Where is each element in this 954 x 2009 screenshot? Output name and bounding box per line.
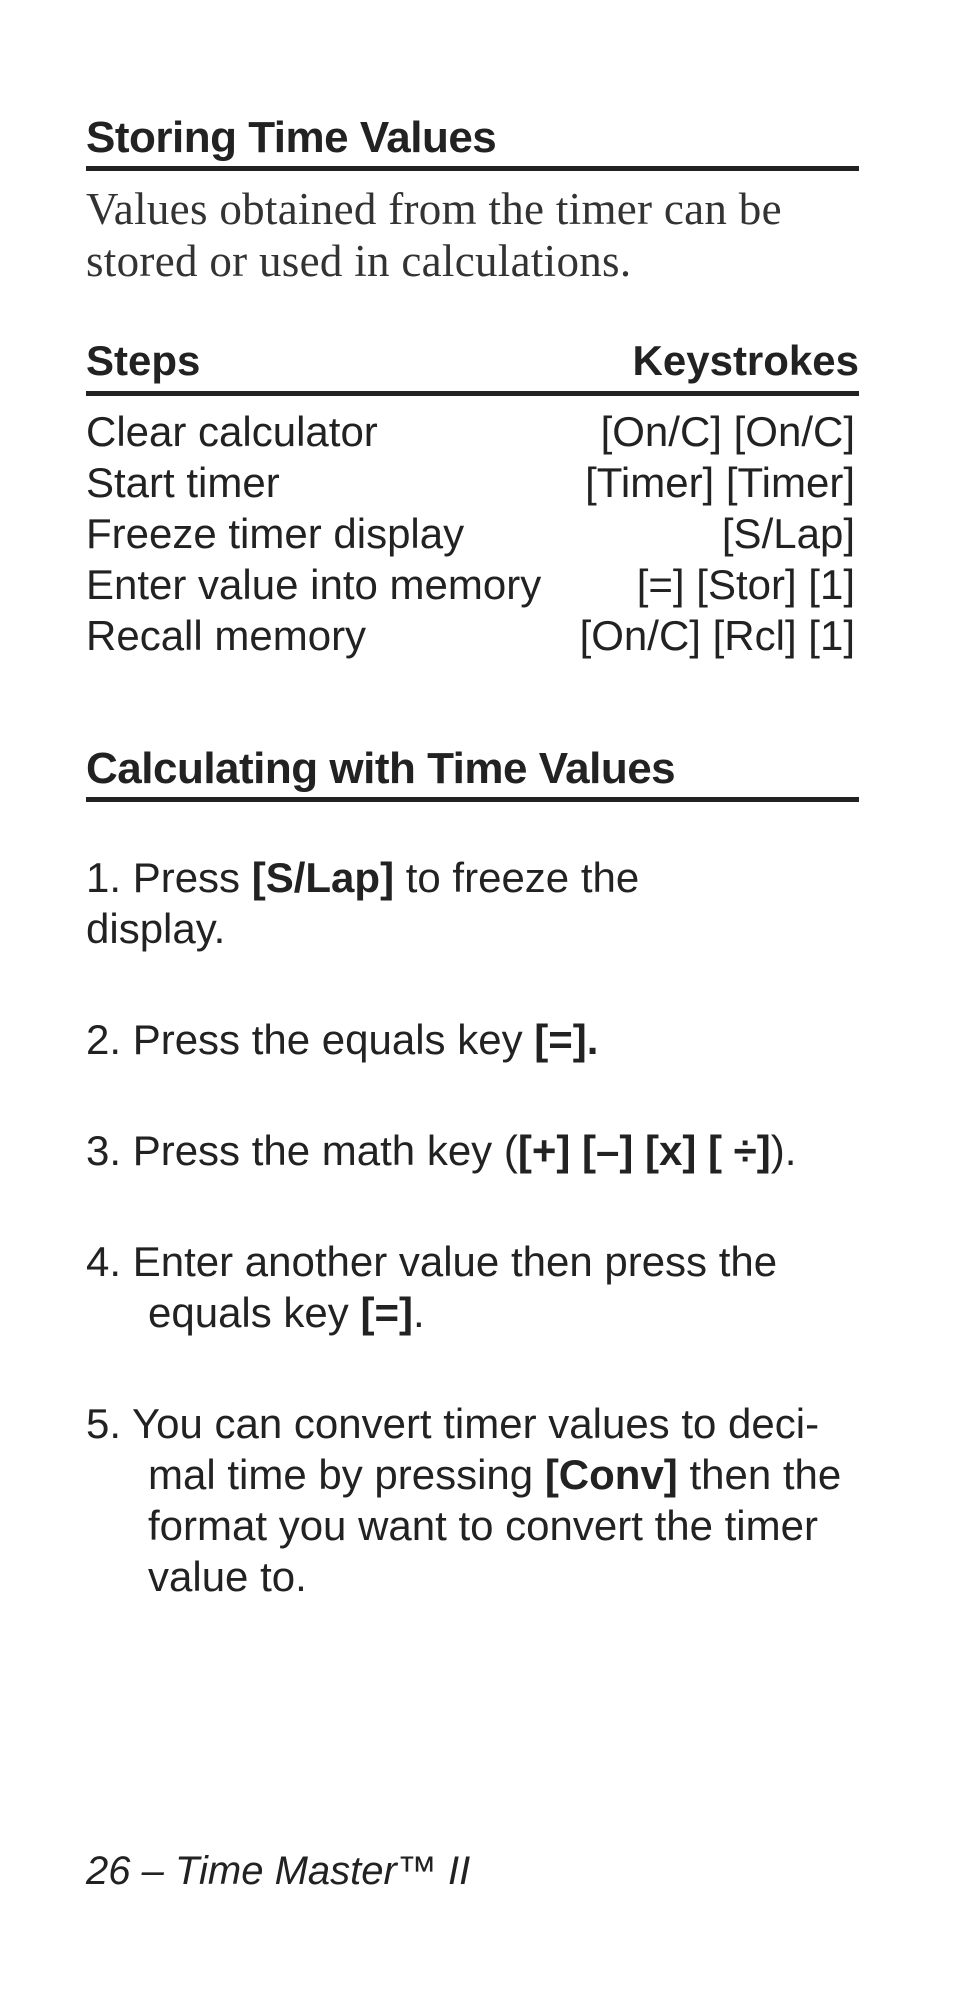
step-text: 1. Press <box>86 854 252 901</box>
intro-paragraph <box>86 183 859 287</box>
steps-table-header <box>86 335 859 396</box>
step-2 <box>86 1014 859 1065</box>
table-row <box>86 508 859 559</box>
step-text: 2. Press the equals key <box>86 1016 535 1063</box>
calculating-section <box>86 741 859 1602</box>
step-text: 4. Enter another value then press the <box>86 1238 778 1285</box>
step-cell: Enter value into memory <box>86 561 542 608</box>
step-text: . <box>412 1289 425 1336</box>
step-cell: Start timer <box>86 459 280 506</box>
step-text: equals key <box>148 1289 361 1336</box>
key-label: [=]. <box>534 1016 599 1063</box>
step-text: format you want to convert the timer <box>148 1502 818 1549</box>
step-text: display. <box>86 905 226 952</box>
numbered-steps <box>86 852 859 1602</box>
keystroke-cell: [On/C] [On/C] <box>600 408 855 455</box>
steps-table <box>86 406 859 661</box>
table-row <box>86 559 859 610</box>
step-5 <box>86 1398 859 1602</box>
keystroke-cell: [=] [Stor] [1] <box>636 561 855 608</box>
step-text: ). <box>770 1127 797 1174</box>
step-cell: Recall memory <box>86 612 367 659</box>
step-cell: Clear calculator <box>86 408 378 455</box>
step-text: then the <box>677 1451 842 1498</box>
section-title-calculating: Calculating with Time Values <box>86 741 859 802</box>
page-footer: 26 – Time Master™ II <box>86 1849 471 1893</box>
title-rule <box>86 166 859 171</box>
step-text: to freeze the <box>394 854 640 901</box>
step-text: 3. Press the math key ( <box>86 1127 518 1174</box>
step-text: value to. <box>148 1553 307 1600</box>
intro-line: Values obtained from the timer can be <box>86 184 782 234</box>
keystroke-cell: [On/C] [Rcl] [1] <box>579 612 855 659</box>
table-row <box>86 610 859 661</box>
header-steps: Steps <box>86 337 201 384</box>
keystroke-cell: [S/Lap] <box>721 510 855 557</box>
section-title-storing: Storing Time Values <box>86 113 497 162</box>
key-label: [Conv] <box>544 1451 678 1498</box>
step-3 <box>86 1125 859 1176</box>
table-row <box>86 406 859 457</box>
step-cell: Freeze timer display <box>86 510 465 557</box>
key-label: [=] <box>360 1289 413 1336</box>
keystroke-cell: [Timer] [Timer] <box>585 459 855 506</box>
step-text: mal time by pressing <box>148 1451 545 1498</box>
manual-page <box>86 110 859 1662</box>
key-label: [+] [–] [x] [ ÷] <box>517 1127 771 1174</box>
step-4 <box>86 1236 859 1338</box>
step-text: 5. You can convert timer values to deci- <box>86 1400 820 1447</box>
key-label: [S/Lap] <box>251 854 395 901</box>
table-row <box>86 457 859 508</box>
header-keystrokes: Keystrokes <box>632 337 859 384</box>
intro-line: stored or used in calculations. <box>86 236 632 286</box>
step-1 <box>86 852 859 954</box>
